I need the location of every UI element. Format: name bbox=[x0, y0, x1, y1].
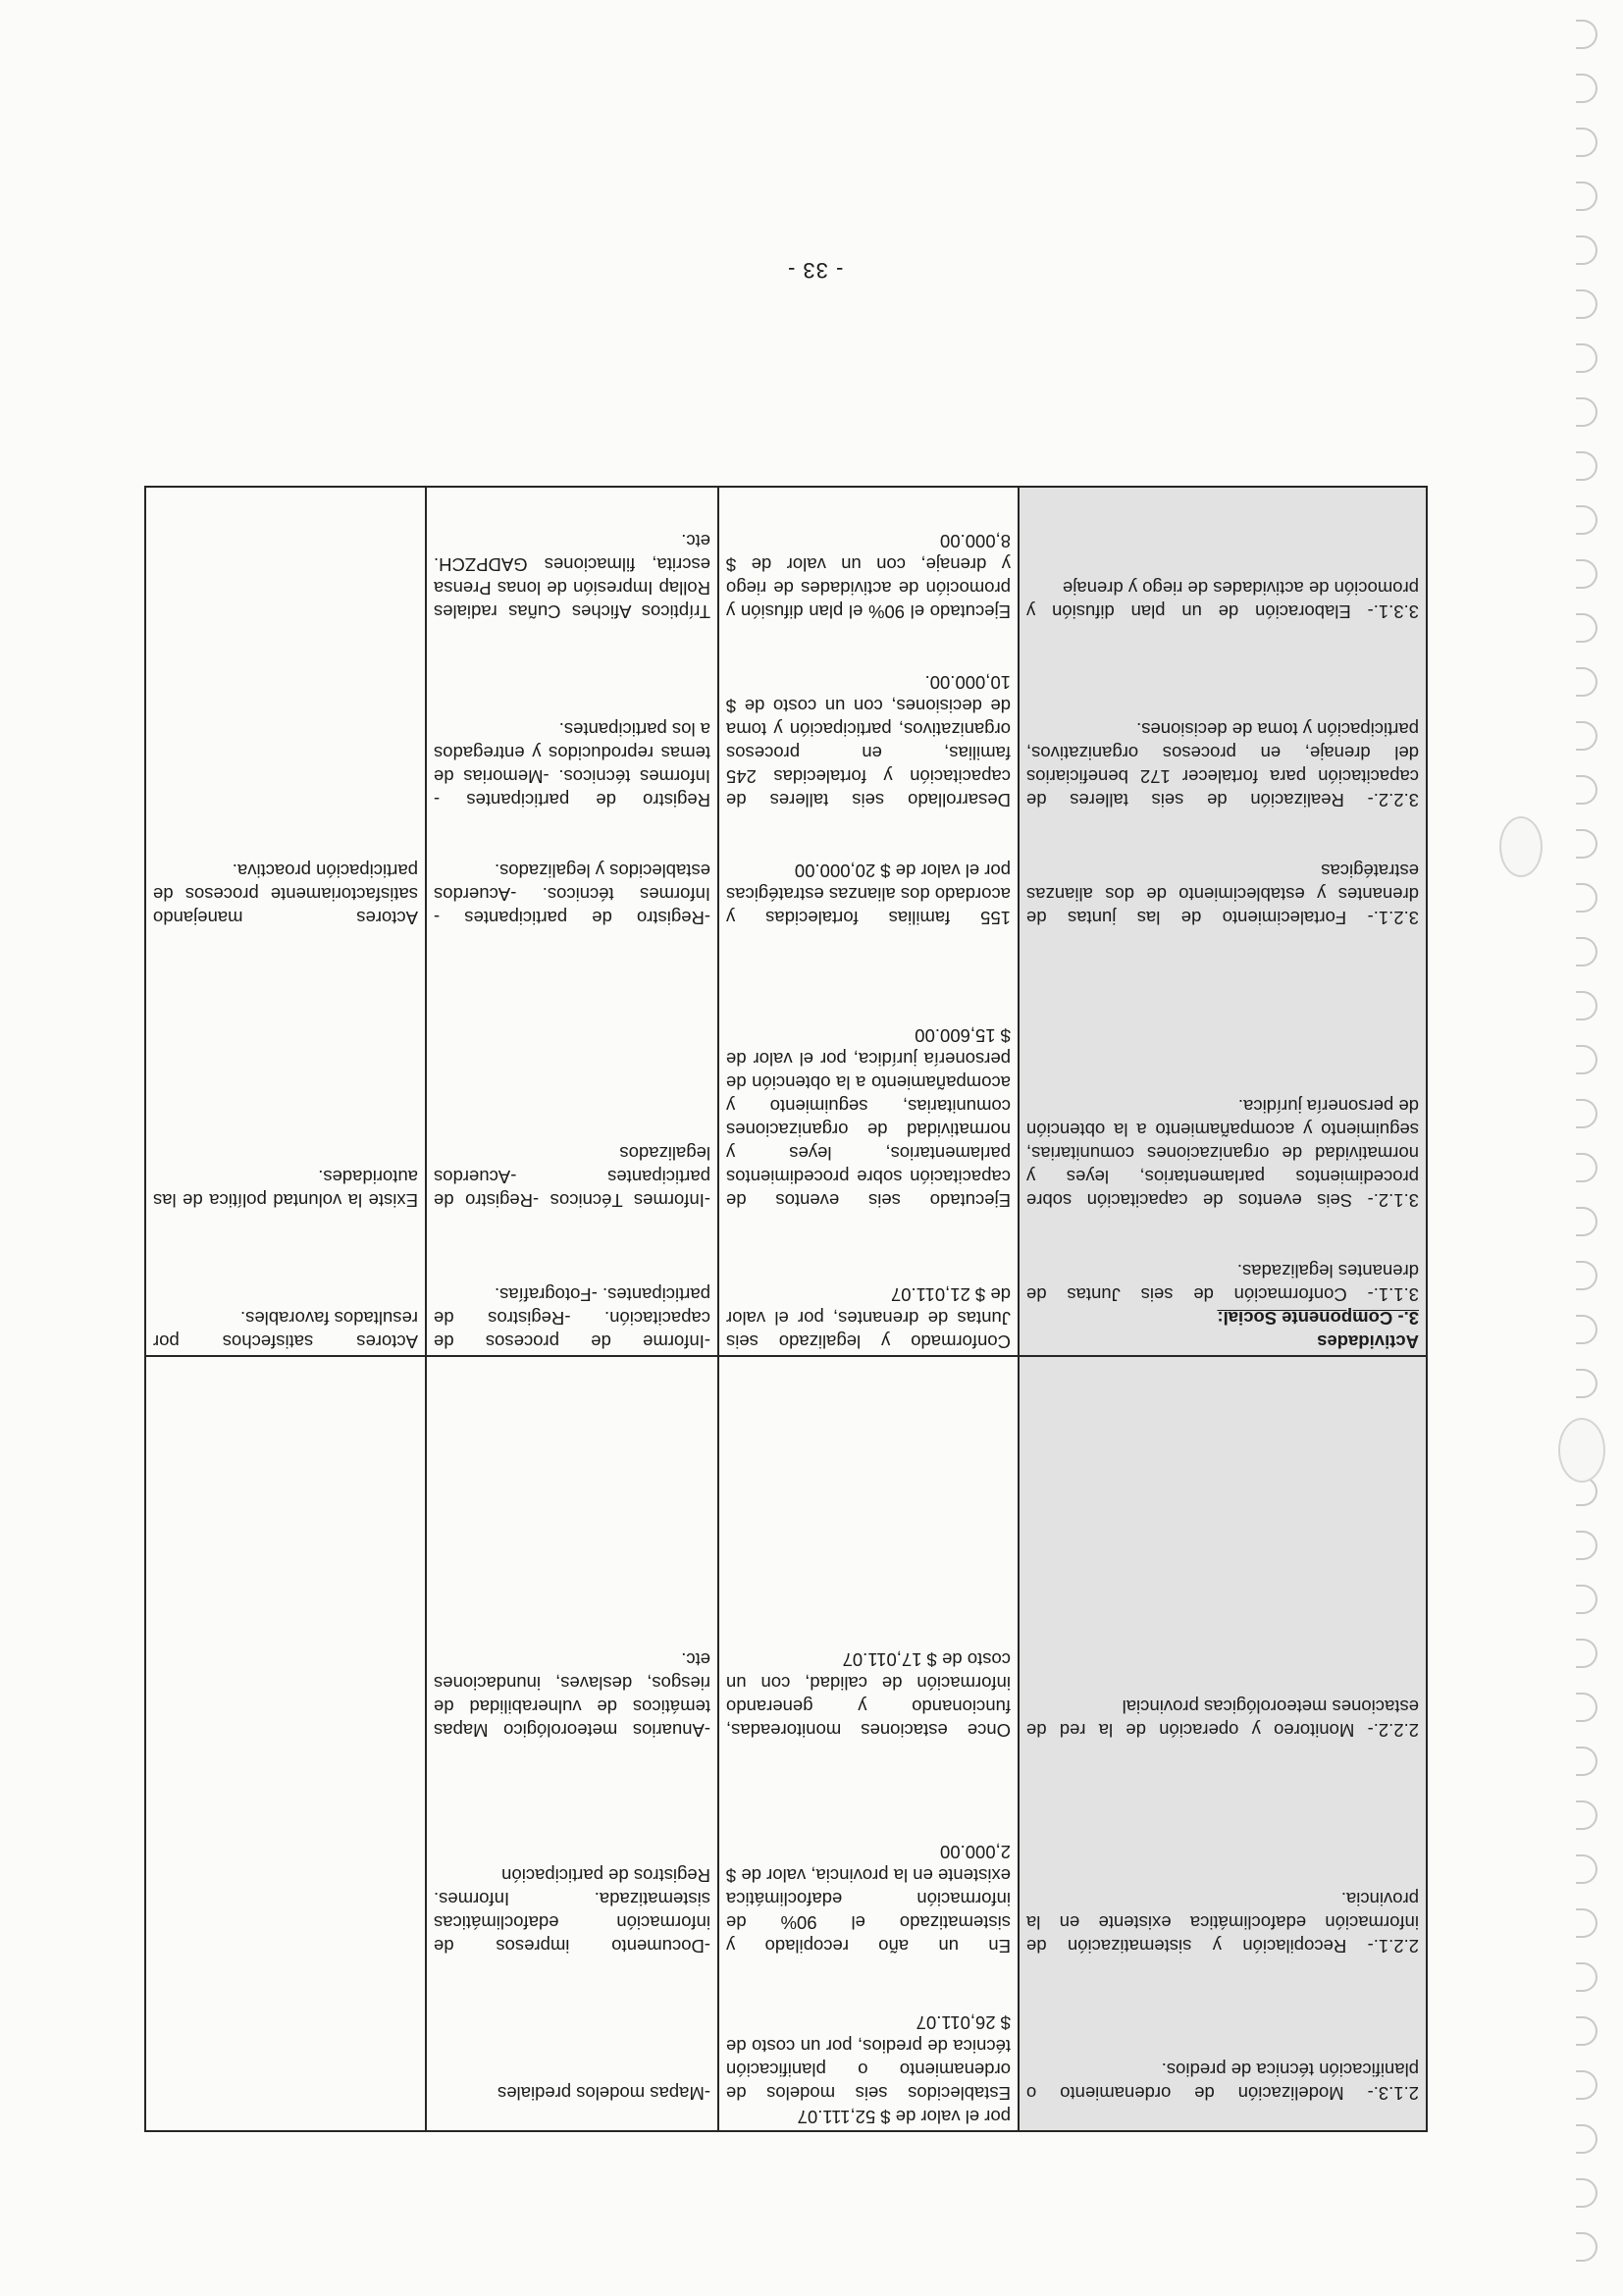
table-item: Existe la voluntad política de las autoridades. bbox=[147, 1167, 418, 1211]
table-cell-activities bbox=[1019, 1356, 1427, 2131]
table-cell-verification bbox=[426, 1356, 718, 2131]
cell-continuation: por el valor de $ 52,111.07 bbox=[797, 2107, 1011, 2127]
binder-ring bbox=[1576, 1099, 1597, 1128]
table-cell-assumptions bbox=[145, 487, 426, 1356]
table-item: 3.3.1.- Elaboración de un plan difusión y promoción de actividades de riego y drenaje bbox=[1021, 578, 1419, 622]
binder-ring bbox=[1576, 1369, 1597, 1398]
table-item: -Informe de procesos de capacitación. -Registros de participantes. -Fotografías. bbox=[428, 1284, 710, 1352]
binder-ring bbox=[1576, 1315, 1597, 1344]
binder-ring bbox=[1576, 2124, 1597, 2154]
table-cell-indicators bbox=[718, 487, 1019, 1356]
binder-ring bbox=[1576, 2016, 1597, 2046]
binder-ring bbox=[1576, 451, 1597, 481]
binder-ring bbox=[1576, 397, 1597, 427]
binder-ring bbox=[1576, 2070, 1597, 2100]
table-item: Conformado y legalizado seis Juntas de drenantes, por el valor de $ 21,011.07 bbox=[720, 1284, 1011, 1352]
punch-hole bbox=[1499, 816, 1543, 877]
binder-rings bbox=[1576, 20, 1615, 2276]
rotated-table-wrapper bbox=[147, 486, 1428, 2132]
table-item: En un año recopilado y sistematizado el 90% de información edafoclimática existente en la provincia, valor de $ 2,000.00 bbox=[720, 1842, 1011, 1957]
binder-ring bbox=[1576, 1693, 1597, 1722]
binder-ring bbox=[1576, 1045, 1597, 1074]
table-item: Actores manejando satisfactoriamente procesos de participación proactiva. bbox=[147, 861, 418, 928]
binder-ring bbox=[1576, 667, 1597, 697]
table-item: -Mapas modelos prediales bbox=[497, 2083, 710, 2104]
binder-ring bbox=[1576, 2178, 1597, 2208]
binder-ring bbox=[1576, 128, 1597, 157]
table-item: 155 familias fortalecidas y acordado dos alianzas estratégicas por el valor de $ 20,000.00 bbox=[720, 861, 1011, 928]
binder-ring bbox=[1576, 1585, 1597, 1614]
binder-ring bbox=[1576, 1531, 1597, 1560]
binder-ring bbox=[1576, 1854, 1597, 1884]
table-item: Once estaciones monitoreadas, funcionando y generando información de calidad, con un costo de $ 17,011.07 bbox=[720, 1649, 1011, 1741]
punch-hole bbox=[1558, 1418, 1605, 1483]
table-item: Establecidos seis modelos de ordenamiento o planificación técnica de predios, por un costo de $ 26,011.07 bbox=[720, 2012, 1011, 2104]
binder-ring bbox=[1576, 2232, 1597, 2262]
binder-ring bbox=[1576, 20, 1597, 49]
binder-ring bbox=[1576, 1639, 1597, 1668]
binder-ring bbox=[1576, 1261, 1597, 1290]
table-item: 3.1.2.- Seis eventos de capacitación sobre procedimientos parlamentarios, leyes y normatividad de organizaciones comunitarias, seguimiento y acompañamiento a la obtención de personería jurídica. bbox=[1021, 1096, 1419, 1211]
binder-ring bbox=[1576, 289, 1597, 319]
cell-continuation bbox=[1026, 2105, 1419, 2128]
binder-ring bbox=[1576, 1207, 1597, 1236]
table-row-outputs bbox=[145, 1356, 1427, 2131]
binder-ring bbox=[1576, 883, 1597, 913]
binder-ring bbox=[1576, 1962, 1597, 1992]
table-item: Ejecutado el 90% el plan difusión y promoción de actividades de riego y drenaje, con un valor de $ 8,000.00 bbox=[720, 531, 1011, 622]
binder-ring bbox=[1576, 1908, 1597, 1938]
activities-tag: Actividades bbox=[1317, 1331, 1419, 1352]
table-item: 3.2.1.- Fortalecimiento de las juntas de drenantes y establecimiento de dos alianzas estratégicas bbox=[1021, 861, 1419, 928]
table-item: Actores satisfechos por resultados favorables. bbox=[147, 1308, 418, 1352]
component-heading: 3.- Componente Social: bbox=[1217, 1308, 1419, 1329]
binder-ring bbox=[1576, 1747, 1597, 1776]
cell-continuation bbox=[434, 2105, 710, 2128]
binder-ring bbox=[1576, 505, 1597, 535]
table-item: Desarrollado seis talleres de capacitación y fortalecidas 245 familias, en procesos organizativos, participación y toma de decisiones, con un costo de $ 10,000.00. bbox=[720, 672, 1011, 810]
binder-ring bbox=[1576, 937, 1597, 966]
binder-ring bbox=[1576, 775, 1597, 805]
logframe-table bbox=[144, 486, 1428, 2132]
table-item: 2.2.2.- Monitoreo y operación de la red de estaciones meteorológicas provincial bbox=[1021, 1696, 1419, 1741]
table-item: -Informes Técnicos -Registro de participantes -Acuerdos legalizados bbox=[428, 1143, 710, 1211]
table-item: -Anuarios meteorológico Mapas temáticos de vulnerabilidad de riesgos, deslaves, inundaciones etc. bbox=[428, 1649, 710, 1741]
table-item: 2.1.3.- Modelización de ordenamiento o planificación técnica de predios. bbox=[1021, 2060, 1419, 2104]
table-cell-activities bbox=[1019, 487, 1427, 1356]
binder-ring bbox=[1576, 721, 1597, 751]
table-cell-verification bbox=[426, 487, 718, 1356]
table-item: -Registro de participantes -Informes técnicos. -Acuerdos establecidos y legalizados. bbox=[428, 861, 710, 928]
binder-ring bbox=[1576, 343, 1597, 373]
table-item: Registro de participantes -Informes técnicos. -Memorias de temas reproducidos y entregados a los participantes. bbox=[428, 719, 710, 810]
binder-ring bbox=[1576, 235, 1597, 265]
binder-ring bbox=[1576, 182, 1597, 211]
binder-ring bbox=[1576, 829, 1597, 859]
binder-ring bbox=[1576, 559, 1597, 589]
binder-ring bbox=[1576, 1153, 1597, 1182]
table-row-social-component bbox=[145, 487, 1427, 1356]
table-cell-assumptions bbox=[145, 1356, 426, 2131]
binder-ring bbox=[1576, 1800, 1597, 1830]
table-item: 2.2.1.- Recopilación y sistematización de información edafoclimática existente en la provincia. bbox=[1021, 1889, 1419, 1957]
table-item: -Documento impresos de información edafoclimáticas sistematizada. Informes. Registros de participación bbox=[428, 1865, 710, 1957]
binder-ring bbox=[1576, 74, 1597, 103]
table-item: Ejecutado seis eventos de capacitación sobre procedimientos parlamentarios, leyes y normatividad de organizaciones comunitarias, seguimiento y acompañamiento a la obtención de personería jurídica, por el valor de $ 15,600.00 bbox=[720, 1025, 1011, 1211]
table-item: 3.2.2.- Realización de seis talleres de capacitación para fortalecer 172 beneficiarios del drenaje, en procesos organizativos, participación y toma de decisiones. bbox=[1021, 719, 1419, 810]
page-number: - 33 - bbox=[787, 258, 844, 283]
table-item: 3.1.1.- Conformación de seis Juntas de drenantes legalizadas. bbox=[1021, 1261, 1419, 1305]
binder-ring bbox=[1576, 613, 1597, 643]
binder-ring bbox=[1576, 991, 1597, 1020]
table-item: Trípticos Afiches Cuñas radiales Rollap Impresión de lonas Prensa escrita, filmaciones GADPZCH. etc. bbox=[428, 531, 710, 622]
table-cell-indicators bbox=[718, 1356, 1019, 2131]
